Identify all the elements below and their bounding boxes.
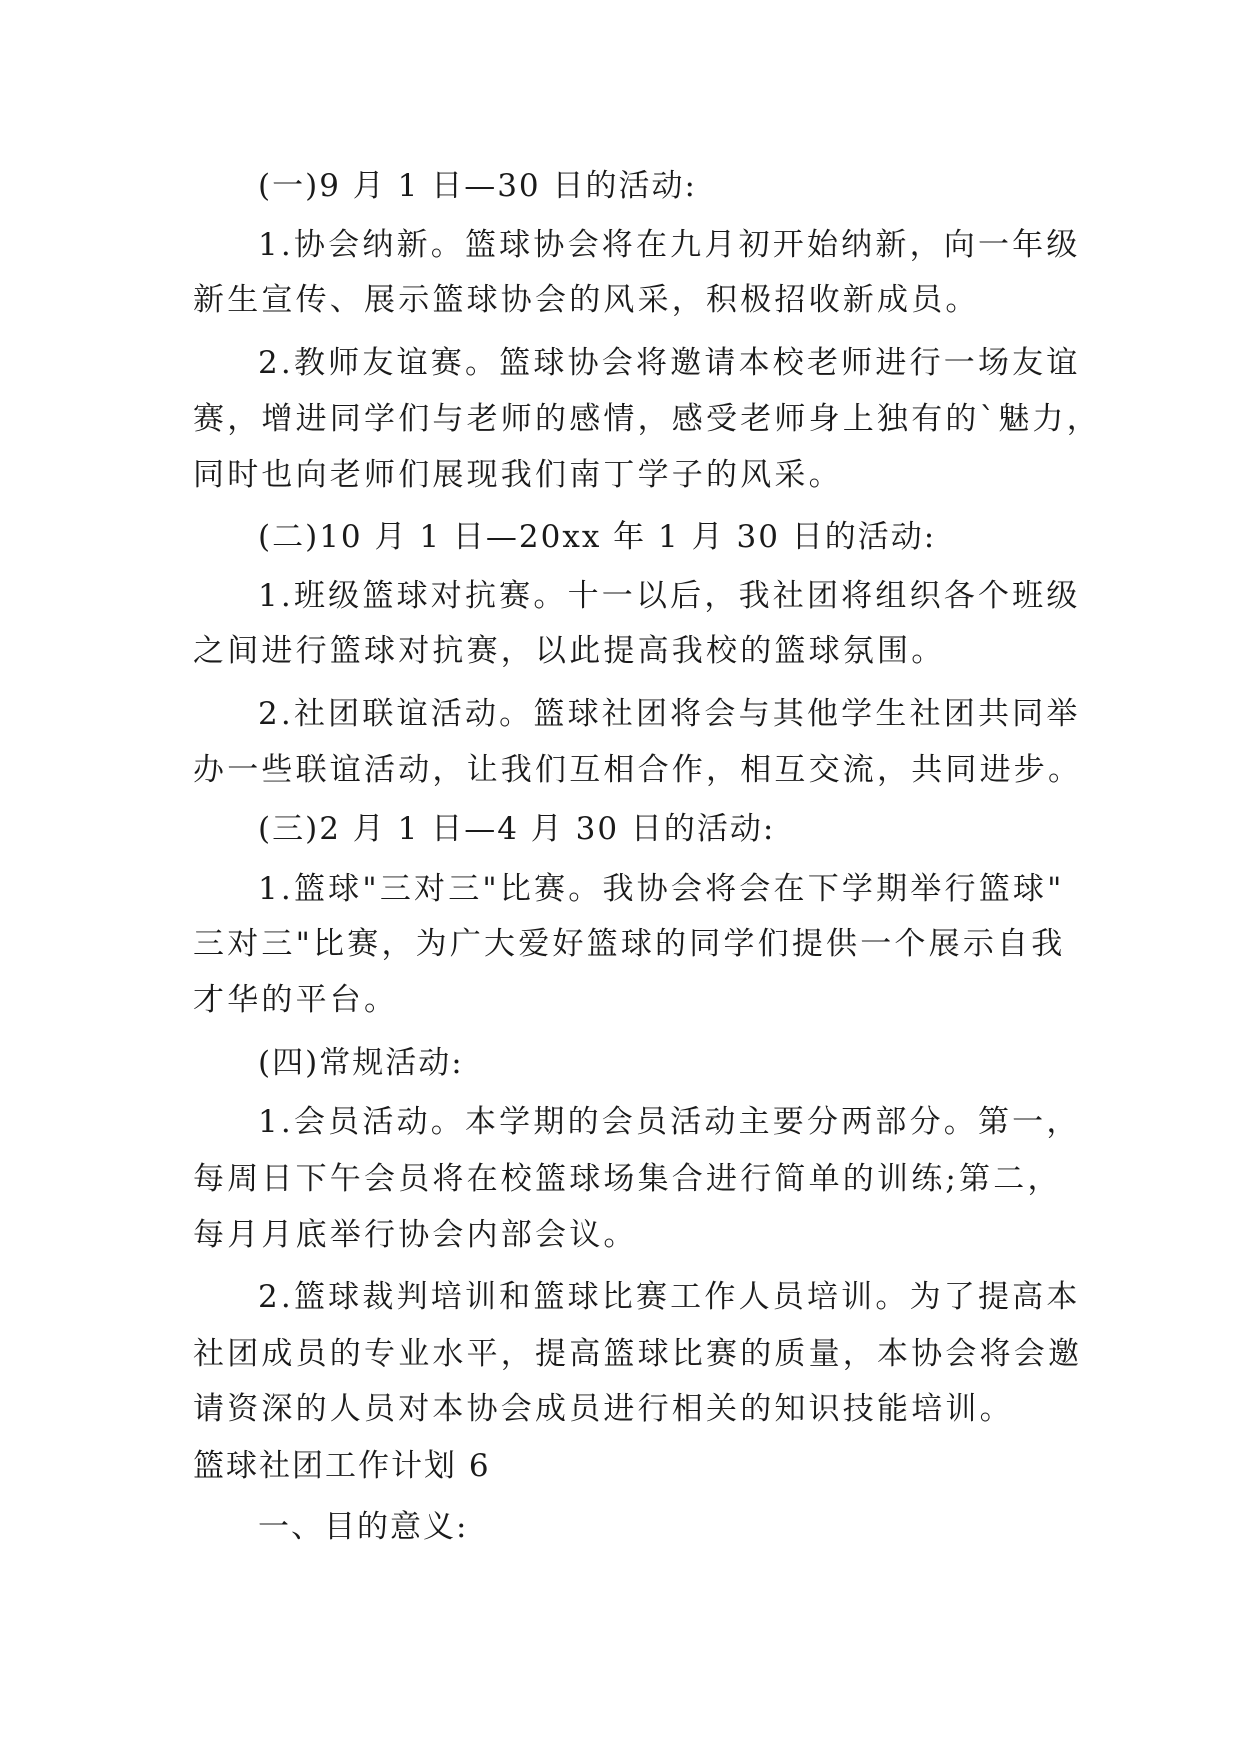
- paragraph-line: 每月月底举行协会内部会议。: [193, 1217, 638, 1253]
- paragraph-line: 每周日下午会员将在校篮球场集合进行简单的训练;第二，: [193, 1161, 1062, 1197]
- paragraph-line: 办一些联谊活动，让我们互相合作，相互交流，共同进步。: [193, 752, 1083, 788]
- paragraph-line: 1.协会纳新。篮球协会将在九月初开始纳新，向一年级: [258, 227, 1081, 263]
- paragraph-line: 社团成员的专业水平，提高篮球比赛的质量，本协会将会邀: [193, 1336, 1083, 1372]
- paragraph-line: 1.班级篮球对抗赛。十一以后，我社团将组织各个班级: [258, 578, 1081, 614]
- section-4-heading: (四)常规活动:: [258, 1045, 464, 1081]
- paragraph-line: 才华的平台。: [193, 982, 399, 1018]
- paragraph-line: 2.篮球裁判培训和篮球比赛工作人员培训。为了提高本: [258, 1279, 1081, 1315]
- paragraph-line: 1.篮球"三对三"比赛。我协会将会在下学期举行篮球": [258, 871, 1065, 907]
- paragraph-line: 之间进行篮球对抗赛，以此提高我校的篮球氛围。: [193, 633, 946, 669]
- section-3-heading: (三)2 月 1 日—4 月 30 日的活动:: [258, 811, 776, 847]
- section-1-heading: (一)9 月 1 日—30 日的活动:: [258, 168, 697, 204]
- paragraph-line: 新生宣传、展示篮球协会的风采，积极招收新成员。: [193, 282, 980, 318]
- paragraph-line: 赛，增进同学们与老师的感情，感受老师身上独有的`魅力，: [193, 401, 1101, 437]
- paragraph-line: 1.会员活动。本学期的会员活动主要分两部分。第一，: [258, 1104, 1081, 1140]
- paragraph-line: 2.教师友谊赛。篮球协会将邀请本校老师进行一场友谊: [258, 345, 1081, 381]
- paragraph-line: 同时也向老师们展现我们南丁学子的风采。: [193, 457, 843, 493]
- purpose-heading: 一、目的意义:: [258, 1509, 469, 1545]
- paragraph-line: 请资深的人员对本协会成员进行相关的知识技能培训。: [193, 1391, 1014, 1427]
- paragraph-line: 三对三"比赛，为广大爱好篮球的同学们提供一个展示自我: [193, 926, 1066, 962]
- paragraph-line: 2.社团联谊活动。篮球社团将会与其他学生社团共同举: [258, 696, 1081, 732]
- plan-title: 篮球社团工作计划 6: [193, 1448, 491, 1484]
- section-2-heading: (二)10 月 1 日—20xx 年 1 月 30 日的活动:: [258, 519, 937, 555]
